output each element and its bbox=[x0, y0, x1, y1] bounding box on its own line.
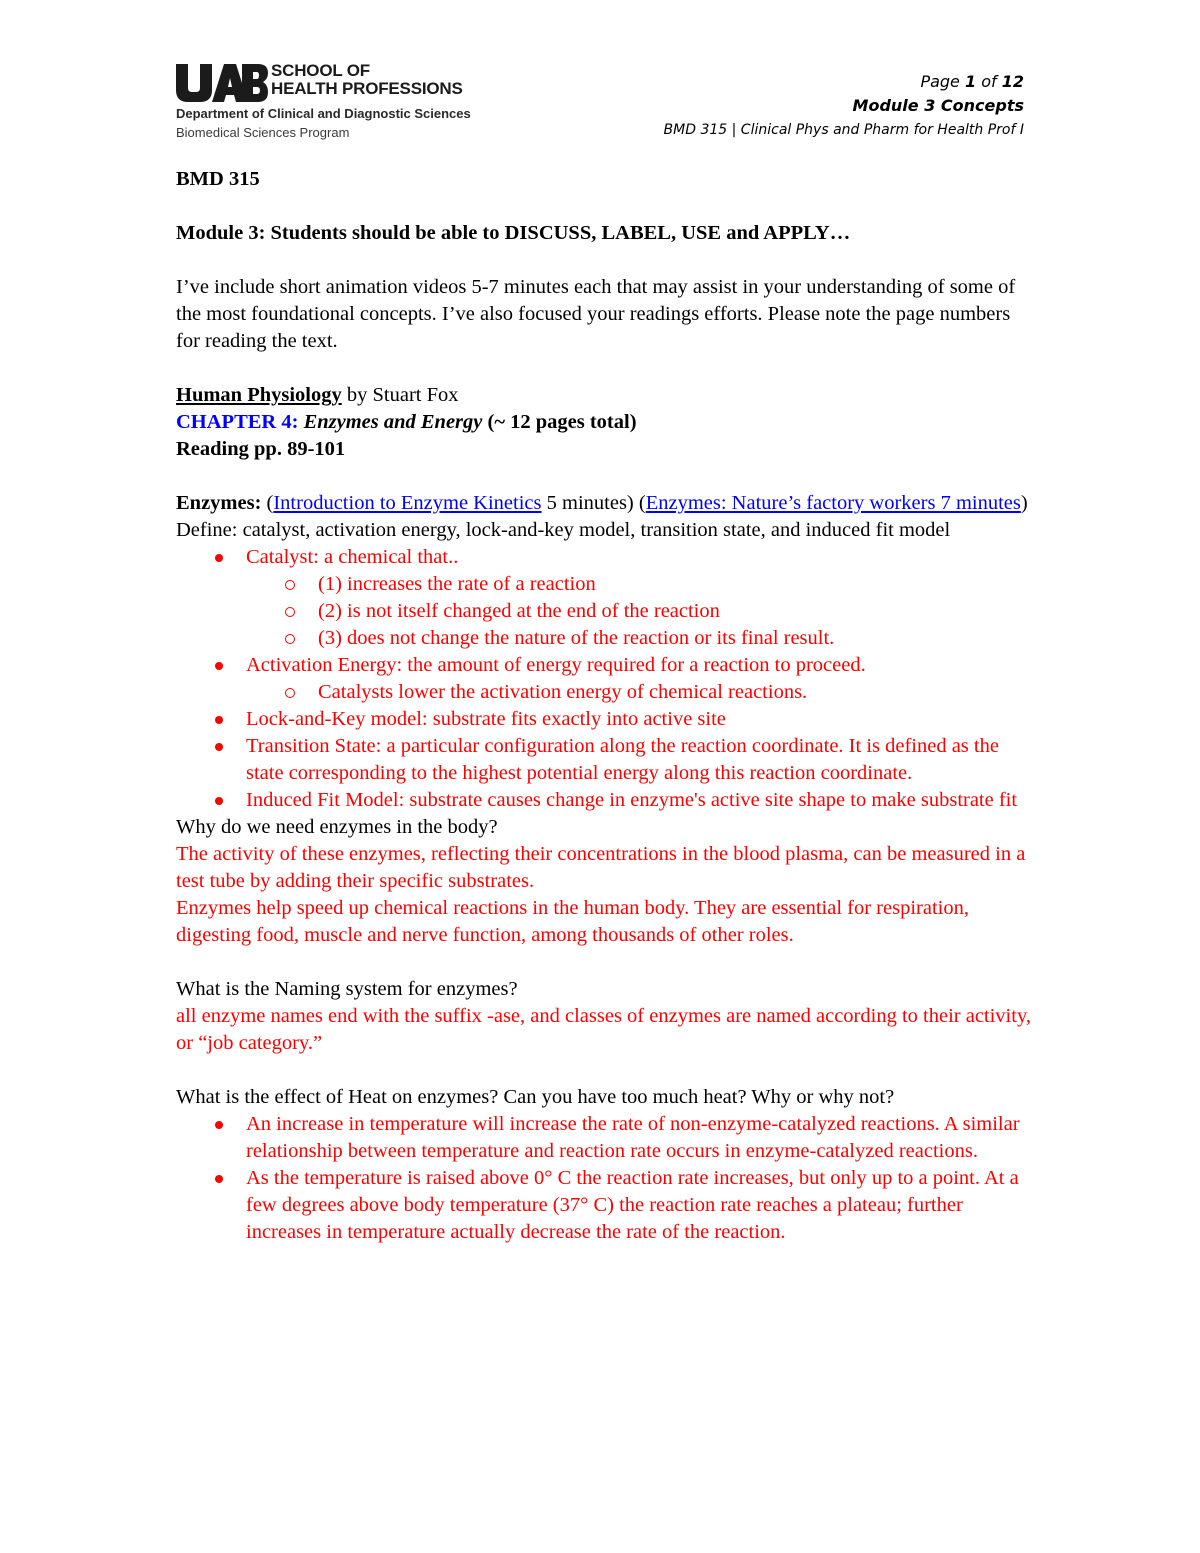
list-item: Catalysts lower the activation energy of chemical reactions. bbox=[318, 679, 1036, 706]
uab-logo bbox=[176, 62, 506, 146]
catalyst-points bbox=[246, 571, 1036, 652]
logo-department: Department of Clinical and Diagnostic Sciences bbox=[176, 106, 471, 121]
list-item: Transition State: a particular configuration along the reaction coordinate. It is defined as the state corresponding to the highest potential energy along this reaction coordinate. bbox=[246, 733, 1036, 787]
heat-question: What is the effect of Heat on enzymes? Can you have too much heat? Why or why not? bbox=[176, 1086, 895, 1108]
list-item: Induced Fit Model: substrate causes change in enzyme's active site shape to make substrate fit bbox=[246, 787, 1036, 814]
reading-pages: Reading pp. 89-101 bbox=[176, 438, 346, 460]
intro-paragraph: I’ve include short animation videos 5-7 minutes each that may assist in your understanding of some of the most foundational concepts. I’ve also focused your readings efforts. Please note the page numbers for reading the text. bbox=[176, 276, 1016, 352]
textbook-line bbox=[176, 382, 1036, 409]
list-item: As the temperature is raised above 0° C the reaction rate increases, but only up to a point. At a few degrees above body temperature (37° C) the reaction rate reaches a plateau; further increases in temperature actually decrease the rate of the reaction. bbox=[246, 1165, 1036, 1246]
course-code: BMD 315 bbox=[176, 168, 260, 190]
video-link-factory-workers[interactable]: Enzymes: Nature’s factory workers 7 minutes bbox=[645, 492, 1021, 514]
define-prompt: Define: catalyst, activation energy, lock-and-key model, transition state, and induced fit model bbox=[176, 519, 951, 541]
chapter-pages: (~ 12 pages total) bbox=[482, 411, 637, 433]
enzymes-videos-line: Enzymes: (Introduction to Enzyme Kinetics 5 minutes) (Enzymes: Nature’s factory workers 7 minutes) bbox=[176, 492, 1028, 514]
list-item: (1) increases the rate of a reaction bbox=[318, 571, 1036, 598]
list-item: An increase in temperature will increase the rate of non-enzyme-catalyzed reactions. A similar relationship between temperature and reaction rate occurs in enzyme-catalyzed reactions. bbox=[246, 1111, 1036, 1165]
course-line: BMD 315 | Clinical Phys and Pharm for Health Prof I bbox=[663, 122, 1024, 138]
enzymes-label: Enzymes: bbox=[176, 492, 262, 514]
activation-points bbox=[246, 679, 1036, 706]
logo-school-line2: HEALTH PROFESSIONS bbox=[271, 79, 463, 98]
chapter-line bbox=[176, 409, 1036, 436]
why-answer-2: Enzymes help speed up chemical reactions in the human body. They are essential for respiration, digesting food, muscle and nerve function, among thousands of other roles. bbox=[176, 897, 969, 946]
activation-energy-definition: Activation Energy: the amount of energy required for a reaction to proceed. bbox=[246, 654, 866, 676]
why-answer-1: The activity of these enzymes, reflecting their concentrations in the blood plasma, can be measured in a test tube by adding their specific substrates. bbox=[176, 843, 1026, 892]
why-question: Why do we need enzymes in the body? bbox=[176, 816, 498, 838]
logo-school-name bbox=[271, 62, 463, 98]
list-item bbox=[246, 544, 1036, 652]
page-header-info bbox=[664, 70, 1024, 142]
uab-logo-mark bbox=[176, 64, 268, 102]
chapter-title: Enzymes and Energy bbox=[303, 411, 483, 433]
list-item: (2) is not itself changed at the end of the reaction bbox=[318, 598, 1036, 625]
catalyst-definition: Catalyst: a chemical that.. bbox=[246, 546, 459, 568]
page-number: Page 1 of 12 bbox=[920, 72, 1024, 91]
logo-school-line1: SCHOOL OF bbox=[271, 61, 370, 80]
video-link-enzyme-kinetics[interactable]: Introduction to Enzyme Kinetics bbox=[273, 492, 542, 514]
document-body bbox=[176, 166, 1036, 1246]
book-author: by Stuart Fox bbox=[341, 384, 459, 406]
book-title: Human Physiology bbox=[176, 384, 342, 406]
module-heading: Module 3: Students should be able to DISCUSS, LABEL, USE and APPLY… bbox=[176, 222, 851, 244]
heat-points-list bbox=[176, 1111, 1036, 1246]
naming-question: What is the Naming system for enzymes? bbox=[176, 978, 518, 1000]
list-item: (3) does not change the nature of the reaction or its final result. bbox=[318, 625, 1036, 652]
list-item: Lock-and-Key model: substrate fits exactly into active site bbox=[246, 706, 1036, 733]
list-item bbox=[246, 652, 1036, 706]
naming-answer: all enzyme names end with the suffix -ase, and classes of enzymes are named according to their activity, or “job category.” bbox=[176, 1005, 1031, 1054]
module-title: Module 3 Concepts bbox=[852, 96, 1024, 115]
definitions-list bbox=[176, 544, 1036, 814]
chapter-label: CHAPTER 4: bbox=[176, 411, 299, 433]
logo-program: Biomedical Sciences Program bbox=[176, 125, 350, 140]
